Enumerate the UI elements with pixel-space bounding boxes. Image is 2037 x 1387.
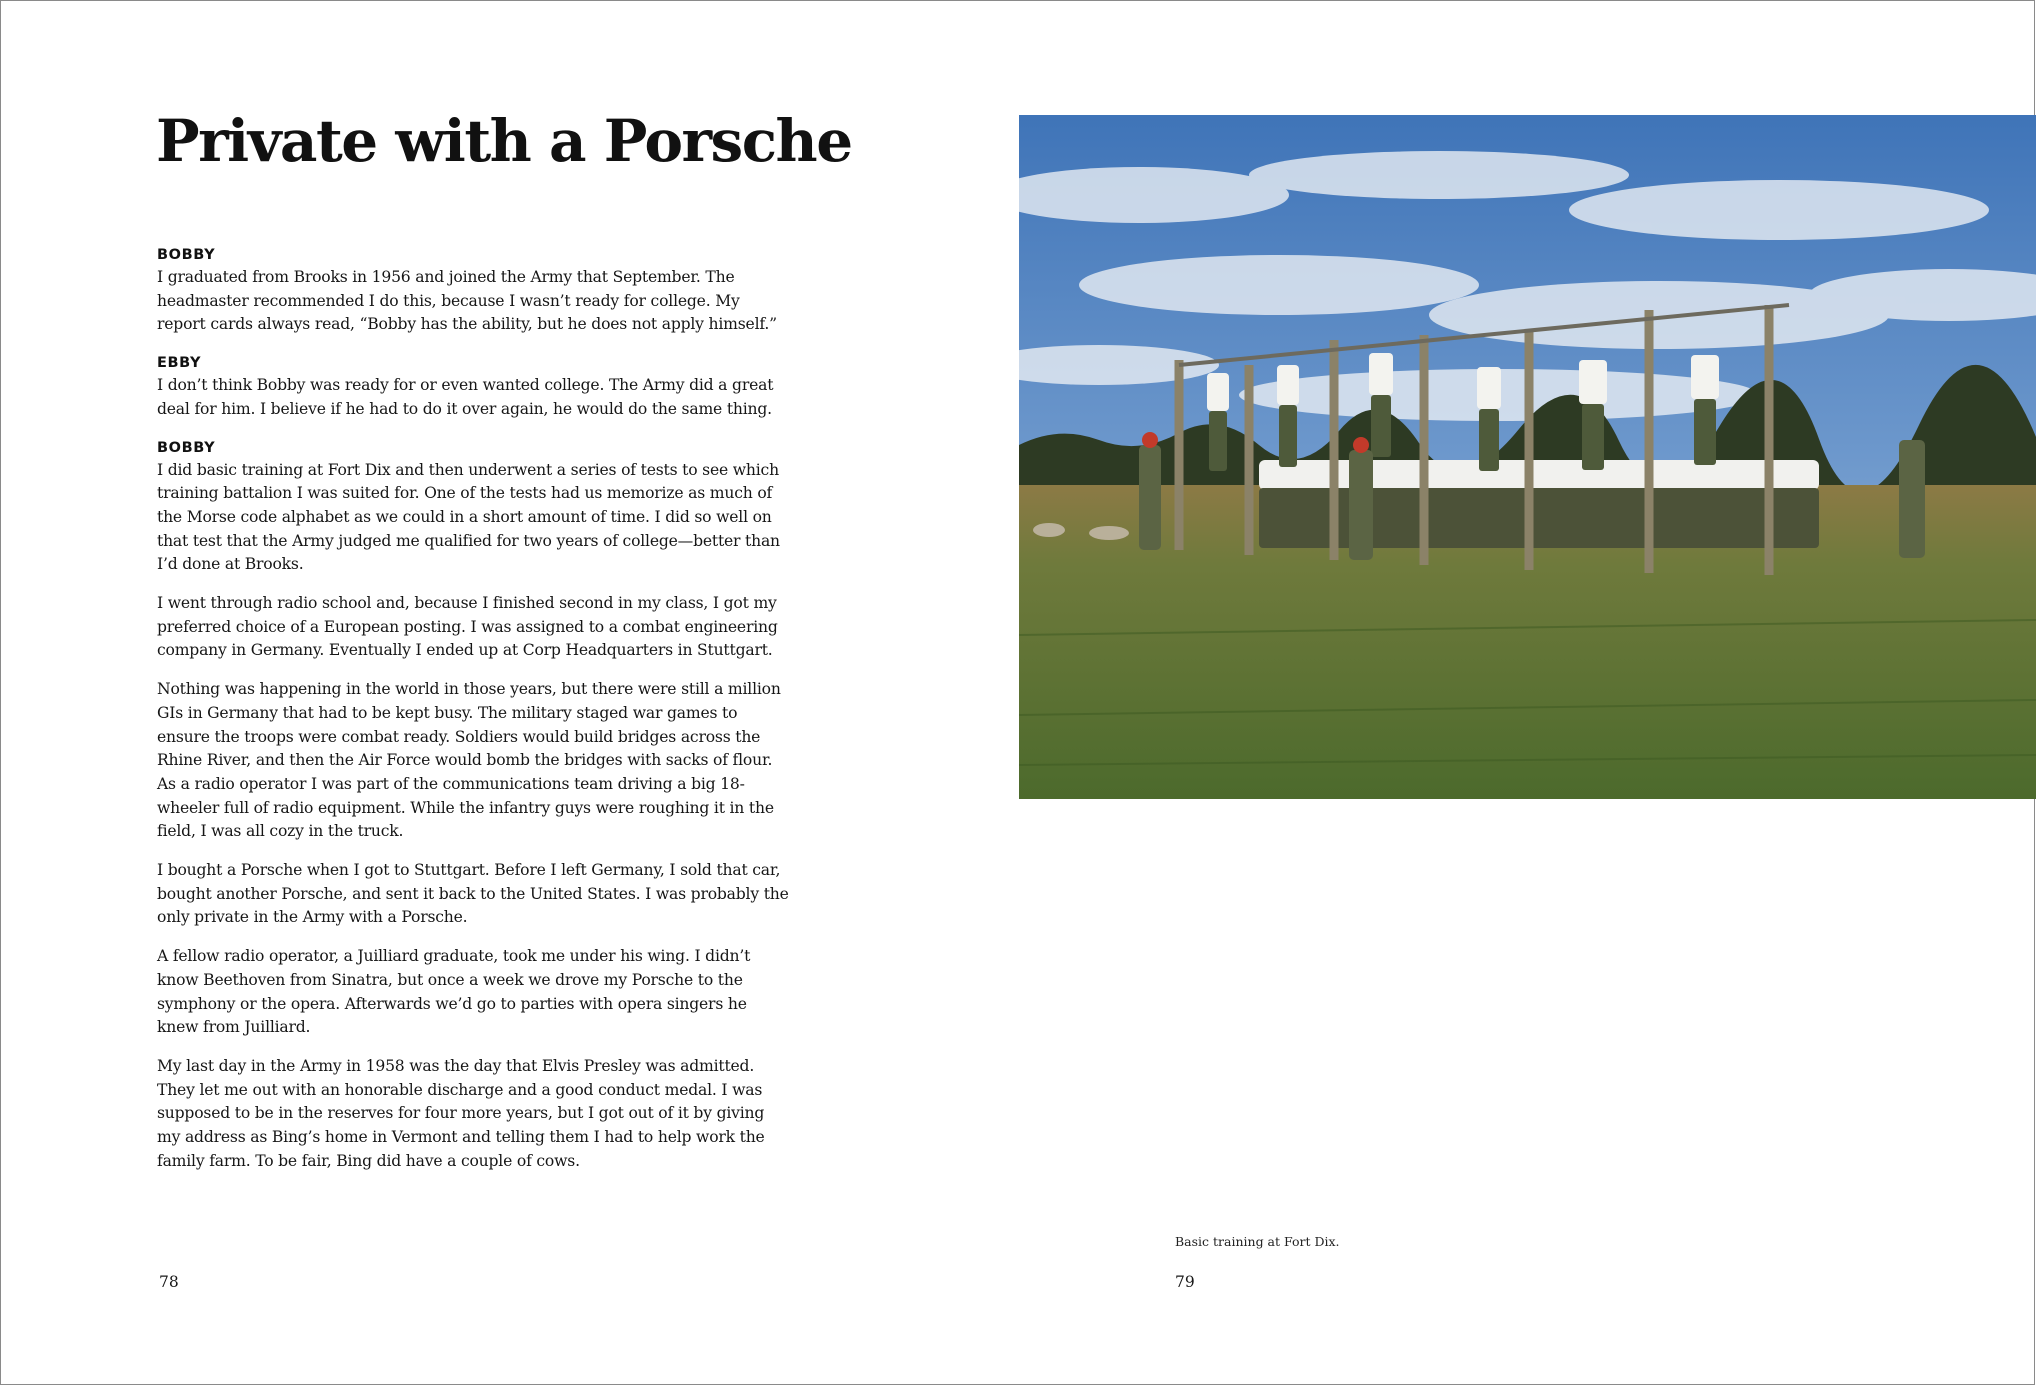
paragraph: A fellow radio operator, a Juilliard graduate, took me under his wing. I didn’t know Beethoven from Sinatra, but once a week we drove my Porsche to the symphony or the opera. Afterwards we’d go to parties with opera singers he knew from Juilliard. bbox=[157, 947, 751, 1037]
speaker-label: EBBY bbox=[157, 355, 202, 372]
paragraph: I graduated from Brooks in 1956 and joined the Army that September. The headmaster recommended I do this, because I wasn’t ready for college. My report cards always read, “Bobby has the ability, but he does not apply himself.” bbox=[157, 268, 777, 334]
photo-caption: Basic training at Fort Dix. bbox=[1175, 1234, 1340, 1249]
speaker-label: BOBBY bbox=[157, 439, 216, 456]
section-ebby bbox=[157, 352, 789, 421]
chapter-title: Private with a Porsche bbox=[156, 107, 852, 175]
photo-illustration bbox=[1019, 115, 2036, 799]
body-text bbox=[157, 244, 789, 1189]
page-number-right: 79 bbox=[1175, 1273, 1195, 1291]
page-number-left: 78 bbox=[159, 1273, 179, 1291]
paragraph: I bought a Porsche when I got to Stuttgart. Before I left Germany, I sold that car, bought another Porsche, and sent it back to the United States. I was probably the only private in the Army with a Porsche. bbox=[157, 861, 789, 927]
paragraph: Nothing was happening in the world in those years, but there were still a million GIs in Germany that had to be kept busy. The military staged war games to ensure the troops were combat ready. Soldiers would build bridges across the Rhine River, and then the Air Force would bomb the bridges with sacks of flour. As a radio operator I was part of the communications team driving a big 18-wheeler full of radio equipment. While the infantry guys were roughing it in the field, I was all cozy in the truck. bbox=[157, 680, 781, 841]
section-bobby-1 bbox=[157, 244, 789, 337]
section-bobby-2 bbox=[157, 437, 789, 1174]
paragraph: I went through radio school and, because I finished second in my class, I got my preferred choice of a European posting. I was assigned to a combat engineering company in Germany. Eventually I ended up at Corp Headquarters in Stuttgart. bbox=[157, 594, 778, 660]
paragraph: I don’t think Bobby was ready for or even wanted college. The Army did a great deal for him. I believe if he had to do it over again, he would do the same thing. bbox=[157, 376, 774, 418]
left-page bbox=[1, 1, 1019, 1386]
right-page bbox=[1019, 1, 2036, 1386]
photo-basic-training bbox=[1019, 115, 2036, 799]
paragraph: I did basic training at Fort Dix and then underwent a series of tests to see which training battalion I was suited for. One of the tests had us memorize as much of the Morse code alphabet as we could in a short amount of time. I did so well on that test that the Army judged me qualified for two years of college—better than I’d done at Brooks. bbox=[157, 460, 780, 574]
paragraph: My last day in the Army in 1958 was the day that Elvis Presley was admitted. They let me out with an honorable discharge and a good conduct medal. I was supposed to be in the reserves for four more years, but I got out of it by giving my address as Bing’s home in Vermont and telling them I had to help work the family farm. To be fair, Bing did have a couple of cows. bbox=[157, 1056, 765, 1170]
speaker-label: BOBBY bbox=[157, 247, 216, 263]
